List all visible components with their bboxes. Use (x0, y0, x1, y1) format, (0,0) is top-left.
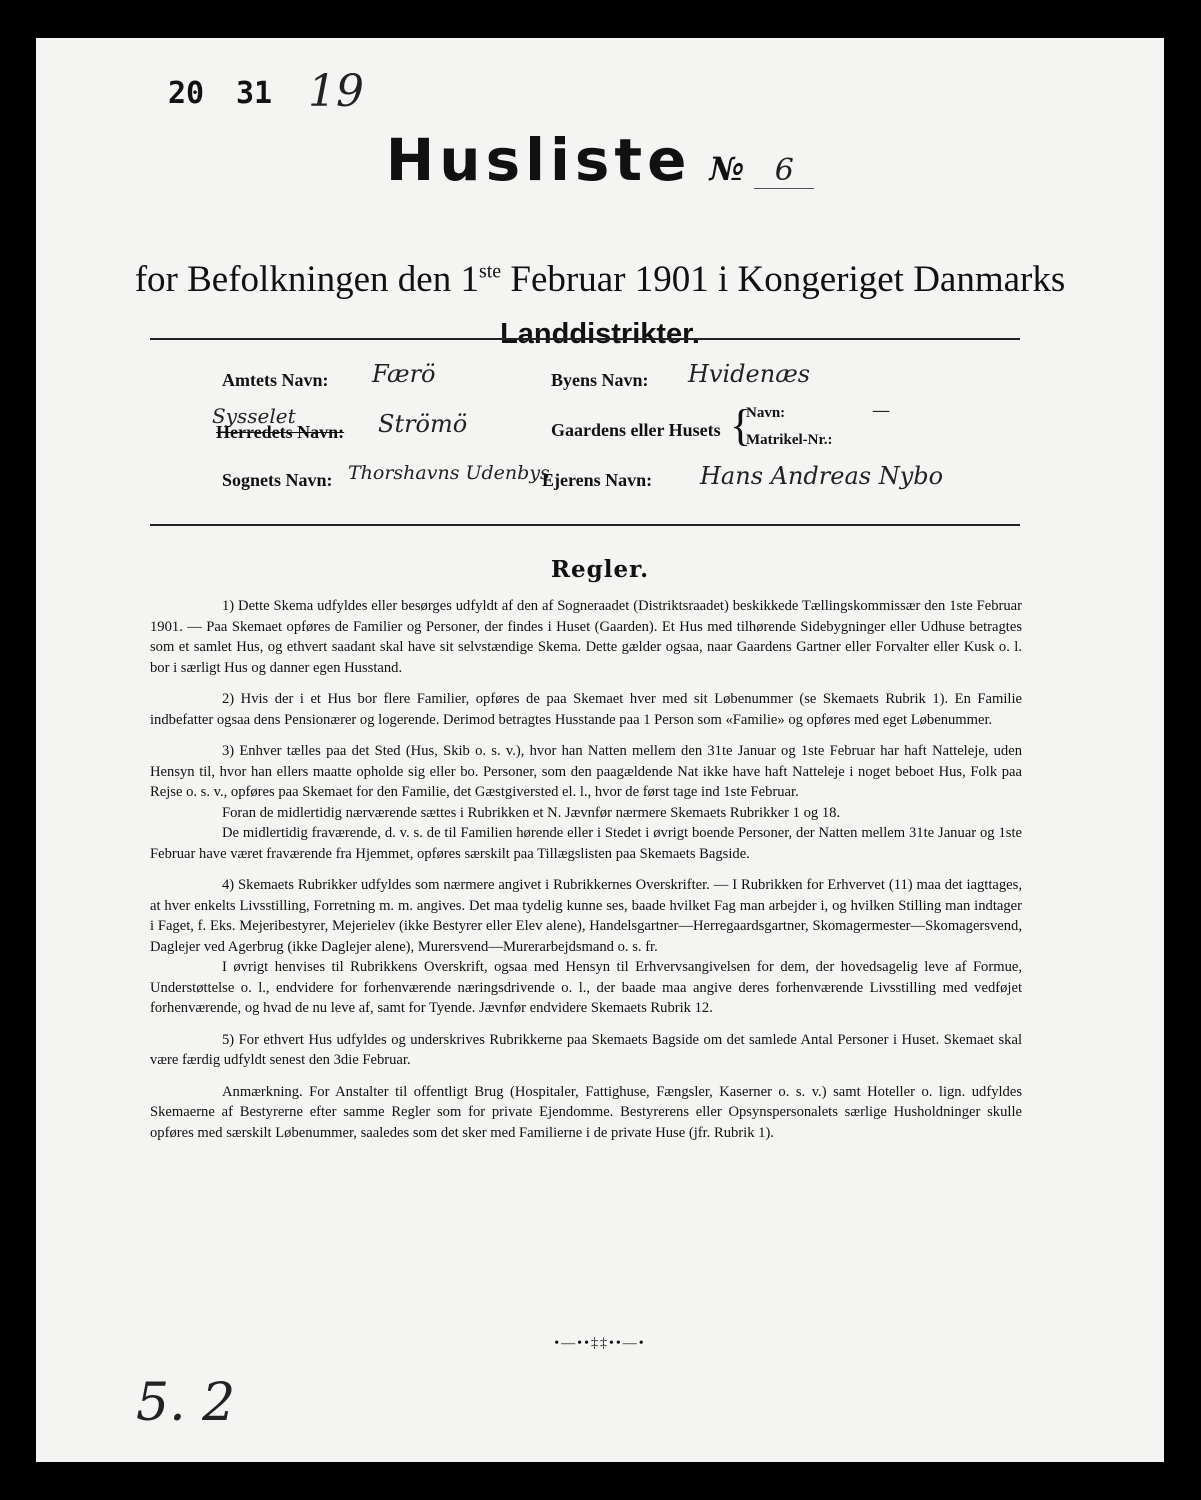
ejer-value: Hans Andreas Nybo (700, 462, 944, 490)
census-sheet (36, 38, 1164, 1462)
gaard-label: Gaardens eller Husets (551, 420, 721, 440)
sogn-value: Thorshavns Udenbys (348, 462, 550, 484)
subtitle-sup: ste (478, 260, 502, 283)
sogn-label: Sognets Navn: (222, 470, 333, 490)
number-label: № (709, 150, 745, 188)
herred-written: Sysselet (212, 404, 296, 428)
ornament: •—••‡‡••—• (554, 1336, 646, 1351)
rule-4-note: I øvrigt henvises til Rubrikkens Overskrift, ogsaa med Hensyn til Erhvervsangivelsen for dem, der hovedsagelig leve af Formue, Understøttelse o. l., endvidere for forhenværende næringsdrivende o. l., der baade maa angive deres forhenværende Livsstilling med vedføjet forhenværende, og hvad de nu leve af, samt for Tyende. Jævnfør endvidere Skemaets Rubrik 12. (150, 959, 1022, 1016)
title-block (36, 126, 1164, 194)
amt-value: Færö (372, 360, 436, 388)
rule-4: 4) Skemaets Rubrikker udfyldes som nærmere angivet i Rubrikkernes Overskrifter. — I Rubrikken for Erhvervet (11) maa det iagttages, at hver enkelts Livsstilling, Forretning m. m. angives. Det maa tydelig kunne ses, baade hvilket Fag man arbejder i, og hvilken Stilling man indtager i Faget, f. Eks. Mejeribestyrer, Mejerielev (ikke Bestyrer eller Elev alene), Handelsgartner—Herregaardsgartner, Skomagermester—Skomagersvend, Daglejer ved Agerbrug (ikke Daglejer alene), Murersvend—Murerarbejdsmand o. s. fr. (150, 877, 1022, 955)
ref-number-a: 20 (168, 76, 205, 111)
by-value: Hvidenæs (688, 360, 811, 388)
subtitle-pre: for Befolkningen den 1 (134, 259, 479, 300)
rule-5: 5) For ethvert Hus udfyldes og underskrives Rubrikkerne paa Skemaets Bagside om det samlede Antal Personer i Huset. Skemaet skal være færdig udfyldt senest den 3die Februar. (150, 1031, 1022, 1068)
top-rule (150, 338, 1020, 340)
rule-3-note-a: Foran de midlertidig nærværende sættes i Rubrikken et N. Jævnfør nærmere Skemaets Rubrikker 1 og 18. (222, 804, 841, 821)
ejer-label: Ejerens Navn: (542, 470, 653, 490)
page-mark: 5. 2 (136, 1373, 236, 1433)
by-label: Byens Navn: (551, 370, 649, 390)
matrikel-label: Matrikel-Nr.: (746, 432, 833, 448)
district-heading: Landdistrikter. (500, 318, 700, 350)
rules-body (150, 596, 1022, 1154)
rule-2: 2) Hvis der i et Hus bor flere Familier, opføres de paa Skemaet hver med sit Løbenummer (se Skemaets Rubrik 1). En Familie indbefatter ogsaa dens Pensionærer og logerende. Derimod betragtes Husstande paa 1 Person som «Familie» og opføres med eget Løbenummer. (150, 691, 1022, 728)
rule-3: 3) Enhver tælles paa det Sted (Hus, Skib o. s. v.), hvor han Natten mellem den 31te Januar og 1ste Februar har haft Natteleje, uden Hensyn til, hvor han ellers maatte opholde sig eller bo. Personer, som den paagældende Nat ikke have haft Natteleje i noget beboet Hus, Folk paa Rejse o. s. v., opføres paa Skemaet for den Familie, det Gæstgiversted el. l., hvor de først tage ind 1ste Februar. (150, 743, 1022, 800)
subtitle (36, 258, 1164, 301)
bottom-rule (150, 524, 1020, 526)
rules-heading: Regler. (550, 556, 650, 583)
ref-number-b: 31 (236, 76, 273, 111)
subtitle-post: Februar 1901 i Kongeriget Danmarks (501, 259, 1066, 300)
amt-label: Amtets Navn: (222, 370, 329, 390)
rule-3-note-b: De midlertidig fraværende, d. v. s. de til Familien hørende eller i Stedet i øvrigt boende Personer, der Natten mellem 31te Januar og 1ste Februar have været fraværende fra Hjemmet, opføres særskilt paa Tillægslisten paa Skemaets Bagside. (150, 825, 1022, 862)
herred-value: Strömö (378, 410, 468, 438)
rule-1: 1) Dette Skema udfyldes eller besørges udfyldt af den af Sogneraadet (Distriktsraadet) beskikkede Tællingskommissær den 1ste Februar 1901. — Paa Skemaet opføres de Familier og Personer, der findes i Huset (Gaarden). Et Hus med tilhørende Sidebygninger eller Udhuse betragtes som et samlet Hus, og ethvert saadant skal have sit selvstændige Skema. Dette gælder ogsaa, naar Gaardens Gartner eller Forvalter eller Kusk o. l. bor i særligt Hus og danner egen Husstand. (150, 598, 1022, 676)
page-title: Husliste (385, 126, 692, 194)
number-value: 6 (754, 153, 814, 189)
remark: Anmærkning. For Anstalter til offentligt Brug (Hospitaler, Fattighuse, Fængsler, Kaserner o. s. v.) samt Hoteller o. lign. udfyldes Skemaerne af Bestyrerne efter samme Regler som for private Ejendomme. Bestyrerens eller Opsynspersonalets særlige Husholdninger skulle opføres med særskilt Løbenummer, saaledes som det sker med Familierne i de private Huse (jfr. Rubrik 1). (150, 1083, 1022, 1141)
ref-handwritten: 19 (308, 66, 364, 117)
brace: { (730, 401, 752, 450)
herred-label: Herredets Navn: (216, 422, 345, 442)
navn-value: — (872, 400, 890, 421)
navn-label: Navn: (746, 405, 786, 421)
